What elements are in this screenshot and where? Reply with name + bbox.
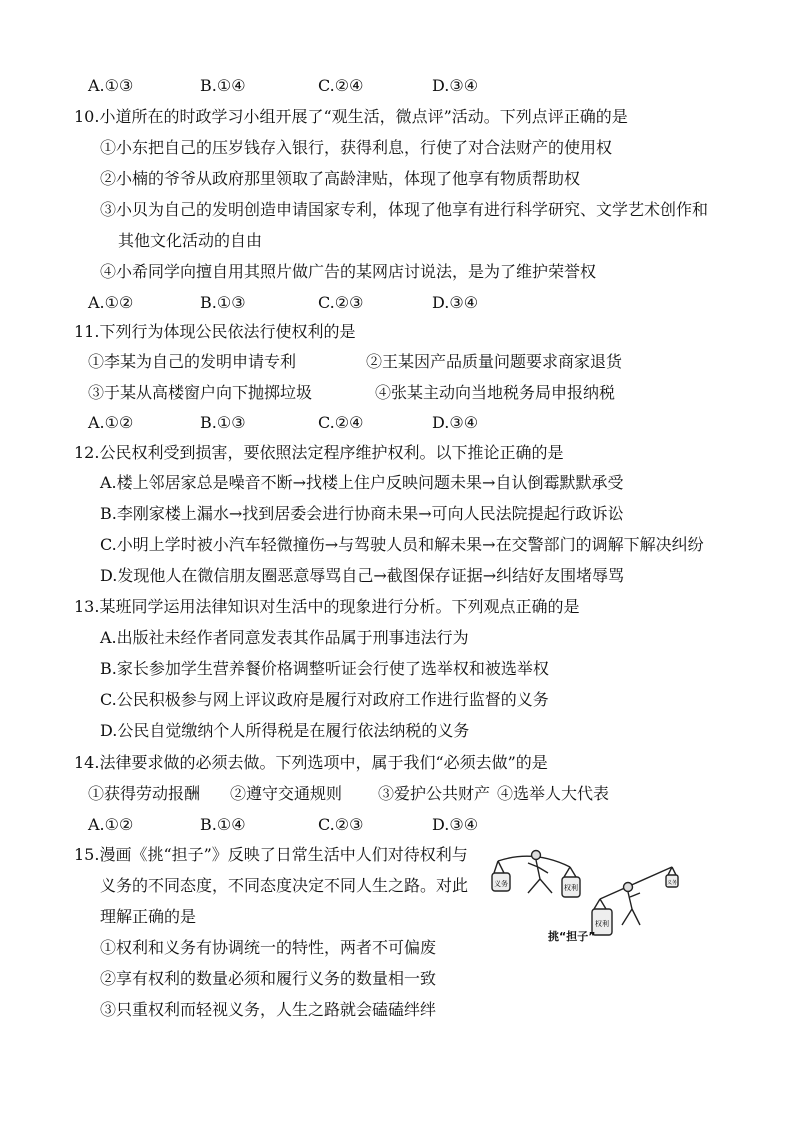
q9-option-c: C.②④ (318, 76, 364, 95)
q10-option-c: C.②③ (318, 293, 364, 312)
q12-option-d: D.发现他人在微信朋友圈恶意辱骂自己→截图保存证据→纠结好友围堵辱骂 (100, 566, 625, 585)
q14-option-c: C.②③ (318, 815, 364, 834)
q13-option-c: C.公民积极参与网上评议政府是履行对政府工作进行监督的义务 (100, 690, 549, 709)
q11-options (88, 413, 508, 433)
q13-option-b: B.家长参加学生营养餐价格调整听证会行使了选举权和被选举权 (100, 659, 549, 678)
q14-item-3: ③爱护公共财产 (378, 784, 491, 803)
q11-option-d: D.③④ (432, 413, 479, 432)
q10-item-2: ②小楠的爷爷从政府那里领取了高龄津贴，体现了他享有物质帮助权 (100, 169, 581, 188)
q10-item-3: ③小贝为自己的发明创造申请国家专利，体现了他享有进行科学研究、文学艺术创作和 (100, 200, 709, 219)
q12-stem: 12.公民权利受到损害，要依照法定程序维护权利。以下推论正确的是 (74, 443, 564, 462)
cartoon-label-2: 权利 (564, 884, 578, 892)
q14-item-4: ④选举人大代表 (497, 784, 610, 803)
q11-stem: 11.下列行为体现公民依法行使权利的是 (74, 322, 356, 341)
q14-option-d: D.③④ (432, 815, 479, 834)
q14-item-2: ②遵守交通规则 (230, 784, 343, 803)
q14-option-a: A.①② (88, 815, 134, 834)
q11-item-3: ③于某从高楼窗户向下抛掷垃圾 (88, 383, 313, 402)
q11-item-1: ①李某为自己的发明申请专利 (88, 352, 297, 371)
q15-stem-line-2: 义务的不同态度，不同态度决定不同人生之路。对此 (100, 876, 469, 895)
q9-options (88, 76, 508, 96)
q14-stem: 14.法律要求做的必须去做。下列选项中，属于我们“必须去做”的是 (74, 753, 548, 772)
q10-item-3-cont: 其他文化活动的自由 (118, 231, 263, 250)
q11-item-4: ④张某主动向当地税务局申报纳税 (375, 383, 616, 402)
q15-stem-line-1: 15.漫画《挑“担子”》反映了日常生活中人们对待权利与 (74, 845, 468, 864)
q15-item-3: ③只重权利而轻视义务，人生之路就会磕磕绊绊 (100, 1000, 437, 1019)
cartoon-label-3: 权利 (595, 920, 609, 928)
q15-item-1: ①权利和义务有协调统一的特性，两者不可偏废 (100, 938, 437, 957)
q11-option-b: B.①③ (200, 413, 246, 432)
q10-option-a: A.①② (88, 293, 134, 312)
q11-option-a: A.①② (88, 413, 134, 432)
q10-options (88, 293, 508, 313)
cartoon-label-4: 义务 (666, 880, 678, 886)
q12-option-b: B.李刚家楼上漏水→找到居委会进行协商未果→可向人民法院提起行政诉讼 (100, 504, 624, 523)
q14-option-b: B.①④ (200, 815, 246, 834)
q10-item-1: ①小东把自己的压岁钱存入银行，获得利息，行使了对合法财产的使用权 (100, 138, 613, 157)
cartoon-caption: 挑“担子” (548, 930, 596, 943)
q15-item-2: ②享有权利的数量必须和履行义务的数量相一致 (100, 969, 437, 988)
q10-stem: 10.小道所在的时政学习小组开展了“观生活，微点评”活动。下列点评正确的是 (74, 107, 628, 126)
q11-option-c: C.②④ (318, 413, 364, 432)
q9-option-a: A.①③ (88, 76, 134, 95)
q10-item-4: ④小希同学向擅自用其照片做广告的某网店讨说法，是为了维护荣誉权 (100, 262, 597, 281)
q14-item-1: ①获得劳动报酬 (88, 784, 201, 803)
q15-stem-line-3: 理解正确的是 (100, 907, 197, 926)
q9-option-d: D.③④ (432, 76, 479, 95)
q12-option-a: A.楼上邻居家总是噪音不断→找楼上住户反映问题未果→自认倒霉默默承受 (100, 473, 624, 492)
q12-option-c: C.小明上学时被小汽车轻微撞伤→与驾驶人员和解未果→在交警部门的调解下解决纠纷 (100, 535, 704, 554)
q14-options (88, 815, 508, 835)
q9-option-b: B.①④ (200, 76, 246, 95)
q13-option-d: D.公民自觉缴纳个人所得税是在履行依法纳税的义务 (100, 721, 470, 740)
q11-item-2: ②王某因产品质量问题要求商家退货 (366, 352, 623, 371)
q10-option-b: B.①③ (200, 293, 246, 312)
q13-stem: 13.某班同学运用法律知识对生活中的现象进行分析。下列观点正确的是 (74, 597, 580, 616)
q13-option-a: A.出版社未经作者同意发表其作品属于刑事违法行为 (100, 628, 469, 647)
cartoon-label-1: 义务 (494, 880, 508, 888)
q10-option-d: D.③④ (432, 293, 479, 312)
